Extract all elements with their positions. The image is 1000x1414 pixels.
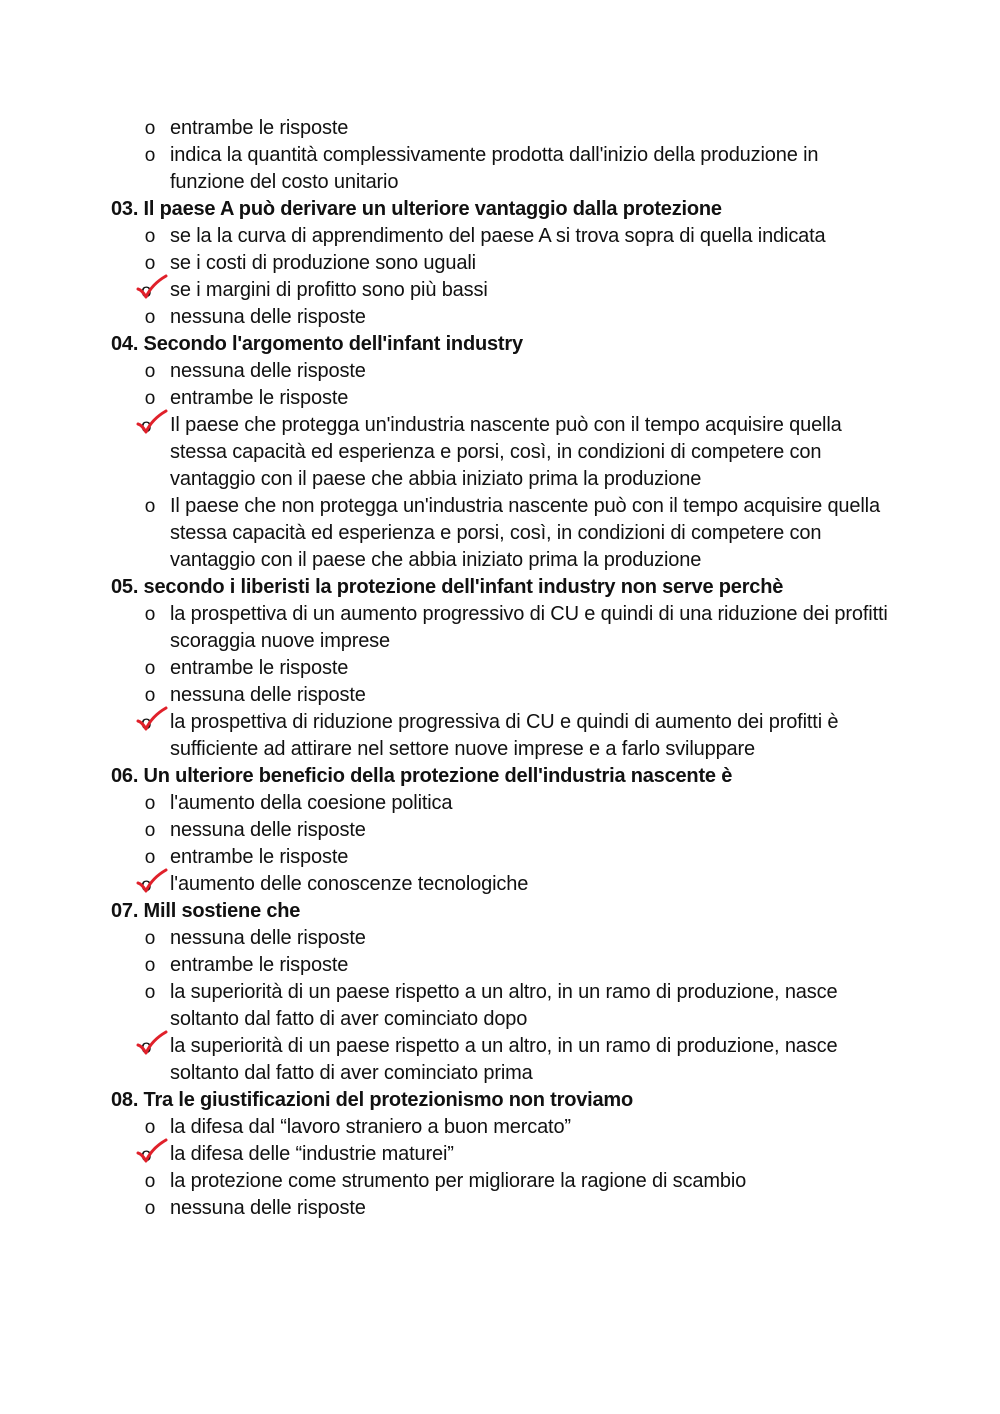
option-text: indica la quantità complessivamente prodotta dall'inizio della produzione in funzione del costo unitario <box>170 144 819 193</box>
option-text: Il paese che non protegga un'industria nascente può con il tempo acquisire quella stessa capacità ed esperienza e porsi, così, in condizioni di competere con vantaggio con il paese che abbia iniziato prima la produzione <box>170 495 880 571</box>
svg-text:o: o <box>141 1037 152 1057</box>
checkmark-icon <box>135 1135 169 1165</box>
bullet-icon: o <box>144 253 156 274</box>
question-title: 08. Tra le giustificazioni del protezionismo non troviamo <box>111 1089 634 1111</box>
option-text: la protezione come strumento per migliorare la ragione di scambio <box>170 1170 747 1192</box>
option-text: nessuna delle risposte <box>170 927 366 949</box>
bullet-icon: o <box>144 982 156 1003</box>
question-title: 03. Il paese A può derivare un ulteriore vantaggio dalla protezione <box>111 198 722 220</box>
option-text: la prospettiva di un aumento progressivo di CU e quindi di una riduzione dei profitti scoraggia nuove imprese <box>170 603 888 652</box>
option-item <box>111 142 891 196</box>
option-text: se i margini di profitto sono più bassi <box>170 279 488 301</box>
bullet-icon: o <box>144 226 156 247</box>
option-text: l'aumento della coesione politica <box>170 792 453 814</box>
checkmark-icon <box>135 406 169 436</box>
option-text: la superiorità di un paese rispetto a un altro, in un ramo di produzione, nasce soltanto dal fatto di aver cominciato dopo <box>170 981 838 1030</box>
option-item <box>111 601 891 655</box>
checkmark-icon <box>135 703 169 733</box>
option-item <box>111 979 891 1033</box>
bullet-icon: o <box>144 388 156 409</box>
option-item <box>111 952 891 979</box>
bullet-icon: o <box>144 685 156 706</box>
option-item <box>111 925 891 952</box>
bullet-icon: o <box>144 496 156 517</box>
option-text: entrambe le risposte <box>170 846 349 868</box>
option-text: se la la curva di apprendimento del paese A si trova sopra di quella indicata <box>170 225 826 247</box>
question-title: 07. Mill sostiene che <box>111 900 301 922</box>
option-item <box>111 1195 891 1222</box>
svg-text:o: o <box>141 713 152 733</box>
bullet-icon: o <box>144 658 156 679</box>
option-item <box>111 493 891 574</box>
bullet-icon: o <box>144 955 156 976</box>
option-item-correct <box>111 1033 891 1087</box>
bullet-icon: o <box>144 307 156 328</box>
option-item <box>111 790 891 817</box>
option-item <box>111 817 891 844</box>
quiz-content <box>111 115 891 1222</box>
option-item <box>111 1114 891 1141</box>
svg-text:o: o <box>141 416 152 436</box>
bullet-icon: o <box>144 820 156 841</box>
option-item <box>111 844 891 871</box>
bullet-icon: o <box>144 361 156 382</box>
option-item <box>111 304 891 331</box>
option-item-correct <box>111 277 891 304</box>
bullet-icon: o <box>144 145 156 166</box>
svg-text:o: o <box>141 281 152 301</box>
bullet-icon: o <box>144 928 156 949</box>
checkmark-icon <box>135 1027 169 1057</box>
bullet-icon: o <box>144 793 156 814</box>
option-text: entrambe le risposte <box>170 117 349 139</box>
svg-text:o: o <box>141 1145 152 1165</box>
option-text: entrambe le risposte <box>170 387 349 409</box>
option-text: la difesa delle “industrie maturei” <box>170 1143 454 1165</box>
option-text: nessuna delle risposte <box>170 306 366 328</box>
option-item <box>111 1168 891 1195</box>
bullet-icon: o <box>144 604 156 625</box>
option-text: la superiorità di un paese rispetto a un altro, in un ramo di produzione, nasce soltanto dal fatto di aver cominciato prima <box>170 1035 838 1084</box>
option-text: entrambe le risposte <box>170 657 349 679</box>
option-text: la prospettiva di riduzione progressiva di CU e quindi di aumento dei profitti è sufficiente ad attirare nel settore nuove imprese e a farlo sviluppare <box>170 711 839 760</box>
option-text: nessuna delle risposte <box>170 684 366 706</box>
checkmark-icon <box>135 271 169 301</box>
option-item <box>111 655 891 682</box>
option-text: se i costi di produzione sono uguali <box>170 252 476 274</box>
bullet-icon: o <box>144 847 156 868</box>
option-item <box>111 385 891 412</box>
option-item <box>111 250 891 277</box>
question-title: 05. secondo i liberisti la protezione dell'infant industry non serve perchè <box>111 576 784 598</box>
option-item-correct <box>111 709 891 763</box>
option-text: l'aumento delle conoscenze tecnologiche <box>170 873 529 895</box>
option-item-correct <box>111 1141 891 1168</box>
option-item <box>111 358 891 385</box>
checkmark-icon <box>135 865 169 895</box>
option-text: Il paese che protegga un'industria nascente può con il tempo acquisire quella stessa capacità ed esperienza e porsi, così, in condizioni di competere con vantaggio con il paese che abbia iniziato prima la produzione <box>170 414 842 490</box>
question-title: 04. Secondo l'argomento dell'infant industry <box>111 333 523 355</box>
option-item <box>111 223 891 250</box>
option-text: nessuna delle risposte <box>170 360 366 382</box>
option-text: nessuna delle risposte <box>170 819 366 841</box>
question-title: 06. Un ulteriore beneficio della protezione dell'industria nascente è <box>111 765 733 787</box>
bullet-icon: o <box>144 118 156 139</box>
option-item-correct <box>111 871 891 898</box>
option-text: la difesa dal “lavoro straniero a buon mercato” <box>170 1116 571 1138</box>
option-text: nessuna delle risposte <box>170 1197 366 1219</box>
option-item <box>111 682 891 709</box>
option-item-correct <box>111 412 891 493</box>
svg-text:o: o <box>141 875 152 895</box>
option-text: entrambe le risposte <box>170 954 349 976</box>
bullet-icon: o <box>144 1198 156 1219</box>
bullet-icon: o <box>144 1171 156 1192</box>
bullet-icon: o <box>144 1117 156 1138</box>
option-item <box>111 115 891 142</box>
